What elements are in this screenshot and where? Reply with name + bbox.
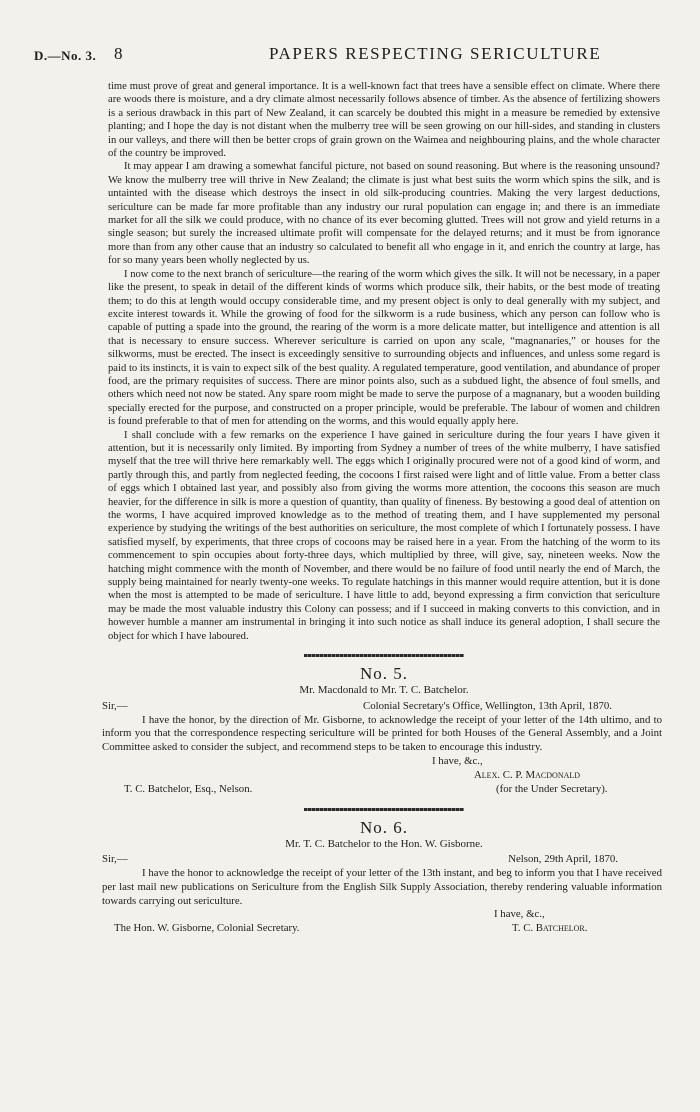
letter-no-5 — [102, 664, 662, 797]
letter-body: I have the honor, by the direction of Mr. Gisborne, to acknowledge the receipt of your letter of the 14th ultimo, and to inform you that the correspondence respecting sericulture will be printed for both Houses of the General Assembly, and a Joint Committee asked to consider the subject, and recommend steps to be taken to encourage this industry. — [102, 713, 662, 754]
recipient: The Hon. W. Gisborne, Colonial Secretary. — [114, 922, 300, 935]
sender-address: Colonial Secretary's Office, Wellington, 13th April, 1870. — [363, 699, 612, 712]
section-divider — [304, 654, 464, 657]
paragraph: It may appear I am drawing a somewhat fanciful picture, not based on sound reasoning. But where is the reasoning unsound? We know the mulberry tree will thrive in New Zealand; the climate is just what best suits the worm which spins the silk, and is untainted with the disease which destroys the insect in old silk-producing countries. Making the very largest deductions, sericulture can be made far more profitable than any industry our rural population can engage in; and there is an immediate market for all the silk we could produce, with no chance of its ever becoming glutted. Trees will not grow and yield returns in a single season; but surely the increased ultimate profit will compensate for the delayed returns; and it must be from ignorance more than from any other cause that an industry so calculated to benefit all who engage in it, and enrich the country at large, has for so many years been wholly neglected by us. — [108, 161, 660, 267]
closing: I have, &c., — [432, 754, 483, 767]
document-reference: D.—No. 3. — [34, 48, 97, 63]
signature: Alex. C. P. Macdonald — [474, 768, 581, 781]
section-divider — [304, 808, 464, 811]
signature: T. C. Batchelor. — [512, 922, 588, 935]
letter-no-6 — [102, 817, 662, 937]
sender-address: Nelson, 29th April, 1870. — [508, 853, 618, 866]
letter-title: Mr. T. C. Batchelor to the Hon. W. Gisborne. — [285, 838, 483, 851]
letter-number: No. 6. — [359, 817, 409, 837]
paragraph: time must prove of great and general importance. It is a well-known fact that trees have a sensible effect on climate. Where there are woods there is moisture, and a dry climate almost necessarily follows absence of timber. As the absence of fertilizing showers is a serious drawback in this part of New Zealand, it can scarcely be doubted this might in a measure be remedied by extensive planting; and I hope the day is not distant when the mulberry tree will be seen growing on our hill-sides, and standing in clusters in our valleys, and there will then be better crops of grain grown on the Waimea and neighbouring plains, and the whole character of the country be improved. — [108, 81, 660, 160]
document-body — [102, 80, 662, 936]
letter-number: No. 5. — [359, 664, 409, 684]
page-header — [34, 44, 654, 68]
paragraph: I shall conclude with a few remarks on the experience I have gained in sericulture during the four years I have given it attention, but it is necessarily only limited. By importing from Sydney a number of trees of the white mulberry, I have satisfied myself that the tree will thrive here remarkably well. The eggs which I originally procured were not of a good kind of worm, and partly through this, and partly from neglected feeding, the cocoons I first raised were light and of little value. From a better class of eggs which I obtained last year, and possibly also from giving the worms more attention, the cocoons this season are much heavier, for the difference in silk is more a question of quantity, than quality of fineness. By bestowing a good deal of attention on the worms, I have acquired improved knowledge as to the method of treating them, and I have supplemented my personal experience by studying the writings of the best authorities on sericulture, the most complete of which I fortunately possess. I have satisfied myself, by experiments, that three crops of cocoons may be raised here in a year. From the hatching of the worm to its commencement to spin occupies about forty-three days, which multiplied by three, will give, say, nineteen weeks. Now the hatching might commence with the month of November, and there would be no failure of food until nearly the end of March, the supply being maintained for nearly twenty-one weeks. To regulate hatchings in this manner would require attention, but it is done when the most is attempted to be made of sericulture. I have little to add, beyond expressing a firm conviction that sericulture may be made the most valuable industry this Colony can possess; and if I succeed in making converts to this conviction, and in however humble a manner am instrumental in bringing it into such notice as shall induce its general adoption, I shall secure the object for which I have laboured. — [108, 429, 660, 642]
salutation: Sir,— — [102, 853, 128, 866]
recipient: T. C. Batchelor, Esq., Nelson. — [124, 782, 253, 795]
page-number: 8 — [114, 44, 123, 63]
salutation: Sir,— — [102, 699, 128, 712]
paragraph: I now come to the next branch of sericulture—the rearing of the worm which gives the silk. It will not be necessary, in a paper like the present, to speak in detail of the different kinds of worms which produce silk, their habits, or the best mode of treating them; to do this at length would occupy considerable time, and my present object is only to deal generally with my subject, and excite interest towards it. While the growing of food for the silkworm is a rude business, which any person can follow who is capable of putting a spade into the ground, the rearing of the worm is a more delicate matter, but intelligence and attention is all that is necessary to ensure success. Wherever sericulture is carried on upon any scale, “magnanaries,” or houses for the silkworms, must be erected. The insect is exceedingly sensitive to surrounding objects and influences, and unless some regard is paid to its instincts, it is vain to expect silk of the best quality. A regulated temperature, good ventilation, and abundance of proper food, are the primary requisites of success. There are minor points also, such as a subdued light, the absence of foul smells, and others which need not now be stated. Any spare room might be made to serve the purpose of a magnanary, but a wooden building specially erected for the purpose, and constructed on a proper principle, would be preferable. The labour of women and children is found preferable to that of men for attending on the worms, and this would equally apply here. — [108, 268, 660, 428]
letter-body: I have the honor to acknowledge the receipt of your letter of the 13th instant, and beg to inform you that I have received per last mail new publications on Sericulture from the English Silk Supply Association, thereby rendering valuable information towards carrying out sericulture. — [102, 867, 662, 907]
signature-note: (for the Under Secretary). — [496, 782, 608, 795]
letter-title: Mr. Macdonald to Mr. T. C. Batchelor. — [299, 684, 469, 697]
closing: I have, &c., — [494, 908, 545, 921]
running-title: PAPERS RESPECTING SERICULTURE — [269, 44, 602, 63]
